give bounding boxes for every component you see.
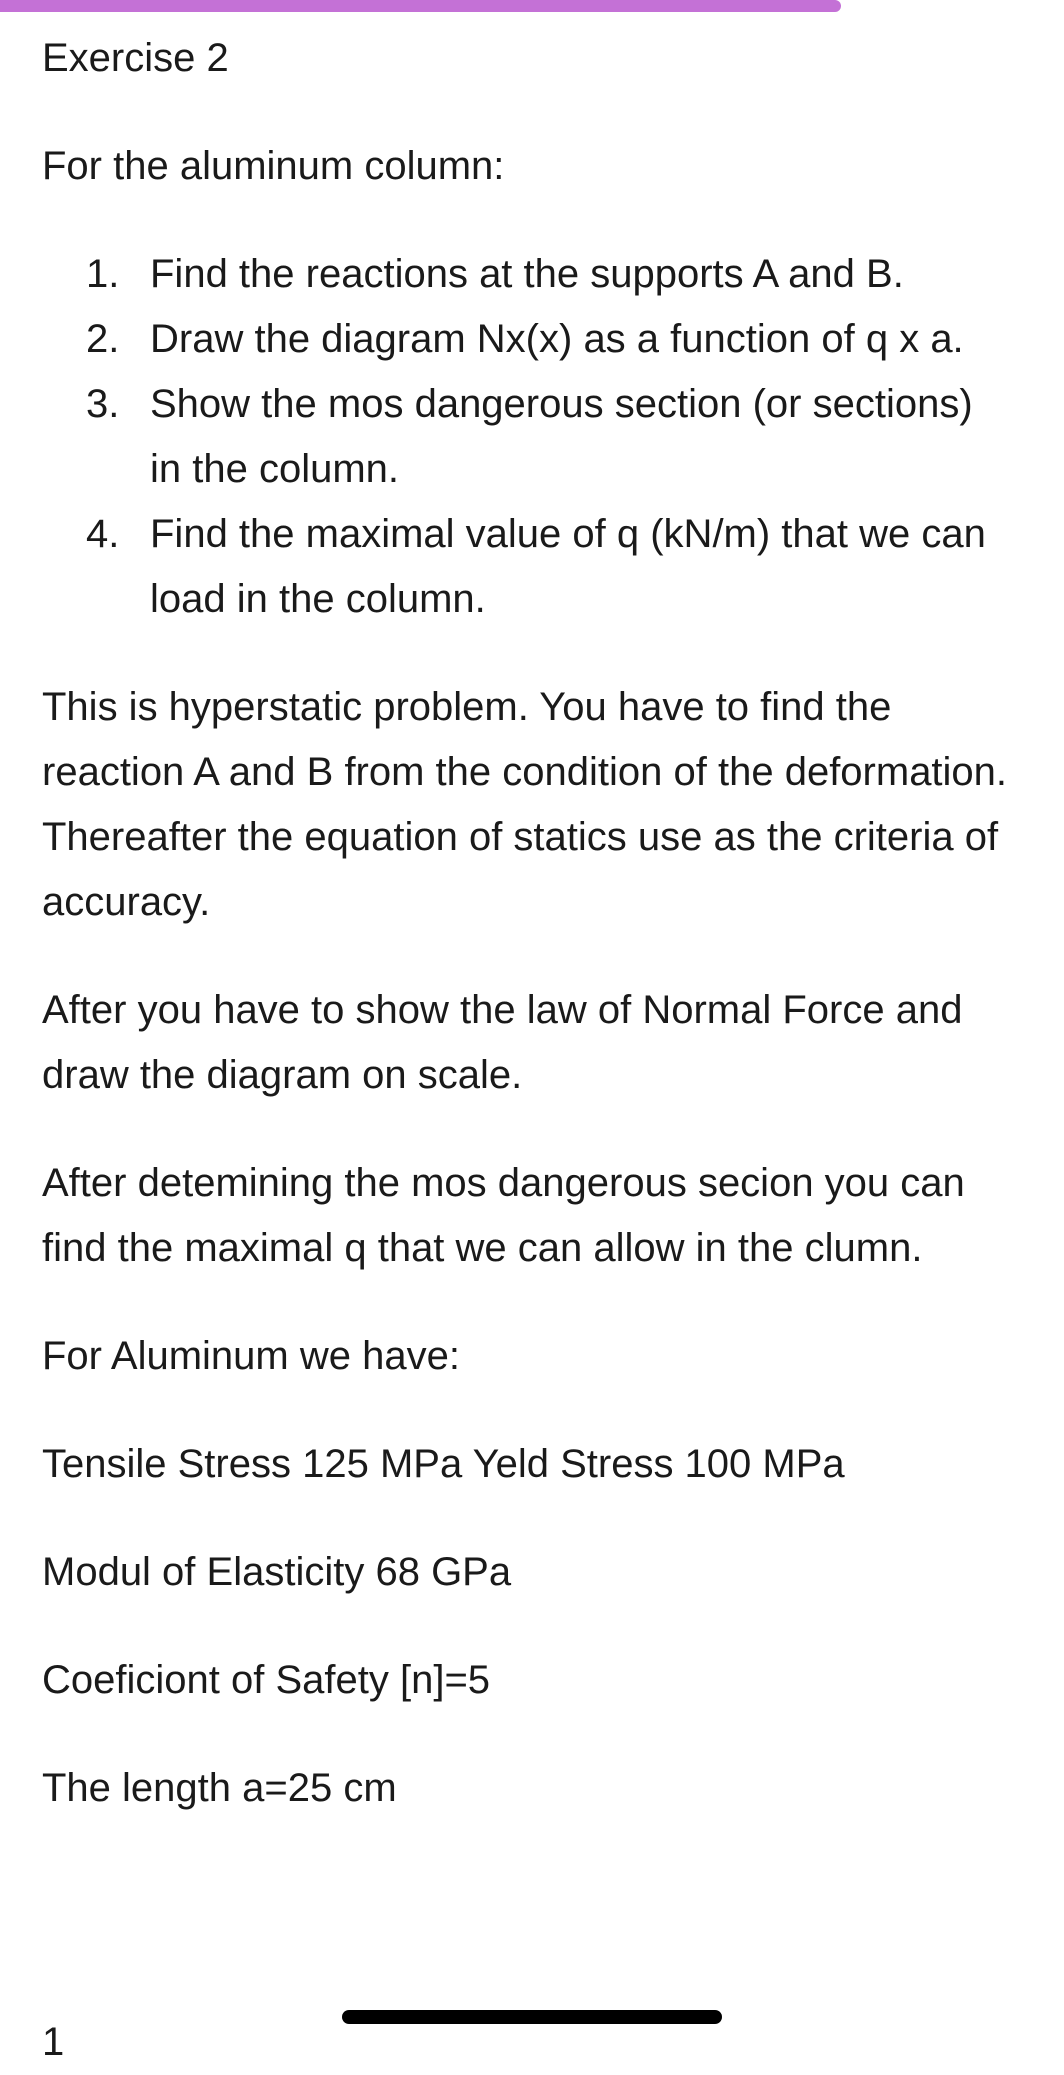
length-text: The length a=25 cm bbox=[42, 1766, 397, 1810]
list-item-text: Find the reactions at the supports A and B. bbox=[150, 252, 904, 296]
task-list bbox=[42, 242, 1032, 632]
list-item bbox=[42, 242, 1032, 307]
page-number: 1 bbox=[42, 2020, 65, 2064]
normal-force-paragraph: After you have to show the law of Normal Force and draw the diagram on scale. bbox=[42, 988, 963, 1097]
list-item-text: Find the maximal value of q (kN/m) that we can load in the column. bbox=[150, 512, 986, 621]
list-item bbox=[42, 502, 1032, 632]
exercise-title: Exercise 2 bbox=[42, 36, 229, 80]
safety-coefficient-text: Coeficiont of Safety [n]=5 bbox=[42, 1658, 491, 1702]
reading-progress-fill bbox=[0, 0, 841, 12]
list-item-number: 2. bbox=[86, 317, 120, 361]
reading-progress-bar bbox=[0, 0, 1064, 12]
list-item bbox=[42, 307, 1032, 372]
hyperstatic-paragraph: This is hyperstatic problem. You have to find the reaction A and B from the condition of the deformation. Thereafter the equation of statics use as the criteria of accuracy. bbox=[42, 685, 1008, 924]
dangerous-section-paragraph: After detemining the mos dangerous secion you can find the maximal q that we can allow in the clumn. bbox=[42, 1161, 965, 1270]
stress-values-text: Tensile Stress 125 MPa Yeld Stress 100 MPa bbox=[42, 1442, 845, 1486]
aluminum-properties-heading: For Aluminum we have: bbox=[42, 1334, 460, 1378]
list-item-number: 3. bbox=[86, 382, 120, 426]
list-item-text: Show the mos dangerous section (or sections) in the column. bbox=[150, 382, 973, 491]
list-item-number: 4. bbox=[86, 512, 120, 556]
elasticity-modulus-text: Modul of Elasticity 68 GPa bbox=[42, 1550, 512, 1594]
list-item-text: Draw the diagram Nx(x) as a function of q x a. bbox=[150, 317, 964, 361]
document-body bbox=[42, 26, 1032, 1864]
intro-text: For the aluminum column: bbox=[42, 144, 505, 188]
list-item bbox=[42, 372, 1032, 502]
list-item-number: 1. bbox=[86, 252, 120, 296]
home-indicator[interactable] bbox=[342, 2010, 722, 2024]
